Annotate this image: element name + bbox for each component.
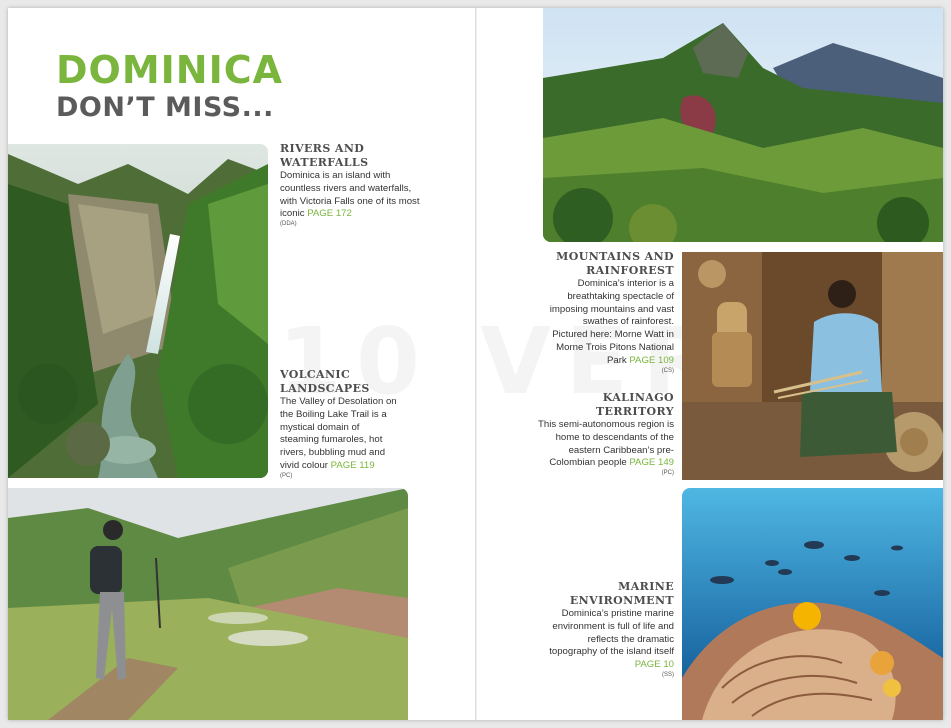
caption-text: This semi-autonomous region is home to descendants of the eastern Caribbean’s pre-Colombian people [538, 419, 674, 469]
waterfall-photo [8, 144, 268, 478]
caption-title-line: RIVERS AND [280, 142, 365, 155]
photo-credit: (PC) [280, 472, 293, 479]
caption-title-line: LANDSCAPES [280, 382, 370, 395]
page-reference-link[interactable]: PAGE 10 [634, 659, 674, 671]
caption-title [548, 250, 674, 278]
photo-credit: (CS) [661, 367, 674, 374]
basket-weaver-photo [682, 252, 943, 480]
magazine-spread [8, 8, 943, 720]
caption-volcanic-landscapes [280, 368, 398, 480]
caption-text: Dominica is an island with countless rivers and waterfalls, with Victoria Falls one of its most iconic [280, 170, 420, 220]
caption-title-line: WATERFALLS [280, 156, 369, 169]
page-subtitle: DON’T MISS... [56, 92, 274, 123]
caption-title-line: RAINFOREST [586, 264, 674, 277]
caption-title-line: TERRITORY [595, 405, 674, 418]
caption-title-line: ENVIRONMENT [569, 594, 674, 607]
caption-body [536, 419, 674, 470]
caption-title [280, 142, 420, 170]
page-reference-link[interactable]: PAGE 109 [629, 354, 674, 366]
caption-title [536, 391, 674, 419]
caption-title [542, 580, 674, 608]
caption-title-line: MARINE [618, 580, 674, 593]
page-title: DOMINICA [56, 48, 284, 92]
caption-mountains-rainforest [548, 250, 674, 375]
page-reference-link[interactable]: PAGE 119 [330, 459, 375, 471]
caption-rivers-waterfalls [280, 142, 420, 228]
caption-text: Dominica’s interior is a breathtaking spectacle of imposing mountains and vast swathes of rainforest. Pictured here: Morne Watt in Morne Trois Pitons National Park [549, 278, 674, 366]
caption-body [280, 170, 420, 221]
caption-body [542, 608, 674, 672]
photo-credit: (SS) [662, 671, 674, 678]
caption-marine-environment [542, 580, 674, 679]
page-reference-link[interactable]: PAGE 149 [629, 457, 674, 469]
caption-kalinago-territory [536, 391, 674, 477]
caption-title-line: MOUNTAINS AND [556, 250, 674, 263]
photo-credit: (PC) [661, 470, 674, 477]
caption-text: Dominica’s pristine marine environment is full of life and reflects the dramatic topography of the island itself [549, 608, 674, 658]
caption-title [280, 368, 398, 396]
page-reference-link[interactable]: PAGE 172 [307, 208, 352, 220]
caption-title-line: KALINAGO [602, 391, 674, 404]
mountains-photo [543, 8, 943, 242]
coral-reef-photo [682, 488, 943, 720]
caption-body [280, 396, 398, 473]
caption-body [548, 278, 674, 368]
hiker-photo [8, 488, 408, 720]
caption-title-line: VOLCANIC [280, 368, 351, 381]
photo-credit: (DDA) [280, 221, 297, 228]
caption-text: The Valley of Desolation on the Boiling Lake Trail is a mystical domain of steaming fumaroles, hot rivers, bubbling mud and vivid colour [280, 396, 397, 471]
